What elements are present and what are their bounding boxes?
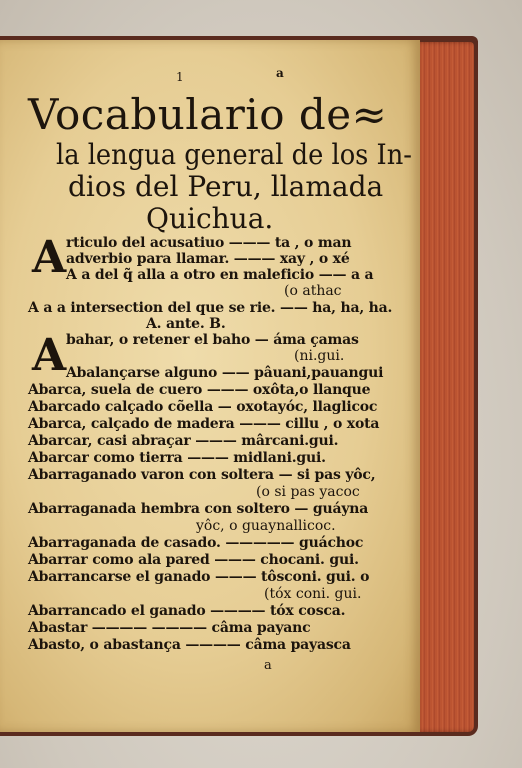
entry-line: Abarcar, casi abraçar ——— mârcani.gui. <box>28 433 339 449</box>
entry-line: adverbio para llamar. ——— xay , o xé <box>66 251 350 267</box>
section-heading: A. ante. B. <box>146 316 226 332</box>
entry-line: (ni.gui. <box>294 348 345 364</box>
entry-line: (tóx coni. gui. <box>264 586 362 602</box>
entry-line: Abarrar como ala pared ——— chocani. gui. <box>28 552 359 568</box>
entry-line: rticulo del acusatiuo ——— ta , o man <box>66 235 352 251</box>
title-line-1: Vocabulario de≈ <box>28 90 388 139</box>
entry-line: A a a intersection del que se rie. —— ha, ha, ha. <box>28 300 393 316</box>
title-line-2: la lengua general de los In- <box>56 138 412 171</box>
entry-line: (o si pas yacoc <box>256 484 360 500</box>
page-edges <box>416 42 474 732</box>
entry-line: Abastar ———— ———— câma payanc <box>28 620 311 636</box>
entry-line: Abarcado calçado cõella — oxotayóc, llaglicoc <box>28 399 378 415</box>
dropcap-a-1: A <box>32 232 67 283</box>
book <box>0 36 478 736</box>
signature-mark-right: a <box>276 66 284 80</box>
page-text <box>0 40 420 732</box>
entry-line: A a del q̃ alla a otro en maleficio —— a a <box>66 267 374 283</box>
book-page <box>0 40 420 732</box>
title-line-4: Quichua. <box>146 202 274 235</box>
entry-line: Abarrancarse el ganado ——— tôsconi. gui. o <box>28 569 370 585</box>
catchword-mark: a <box>264 658 272 673</box>
entry-line: Abarrancado el ganado ———— tóx cosca. <box>28 603 346 619</box>
entry-line: (o athac <box>284 283 342 299</box>
entry-line: bahar, o retener el baho — áma çamas <box>66 332 359 348</box>
entry-line: Abasto, o abastança ———— câma payasca <box>28 637 351 653</box>
entry-line: Abarca, suela de cuero ——— oxôta,o llanque <box>28 382 371 398</box>
entry-line: Abalançarse alguno —— pâuani,pauangui <box>66 365 384 381</box>
entry-line: Abarcar como tierra ——— midlani.gui. <box>28 450 326 466</box>
entry-line: Abarraganado varon con soltera — si pas yôc, <box>28 467 376 483</box>
entry-line: Abarraganada hembra con soltero — guáyna <box>28 501 369 517</box>
dropcap-a-2: A <box>32 330 67 381</box>
entry-line: Abarca, calçado de madera ——— cillu , o xota <box>28 416 380 432</box>
entry-line: yôc, o guaynallicoc. <box>196 518 336 534</box>
signature-mark-left: 1 <box>176 70 184 84</box>
entry-line: Abarraganada de casado. ————— guáchoc <box>28 535 364 551</box>
title-line-3: dios del Peru, llamada <box>68 170 384 203</box>
